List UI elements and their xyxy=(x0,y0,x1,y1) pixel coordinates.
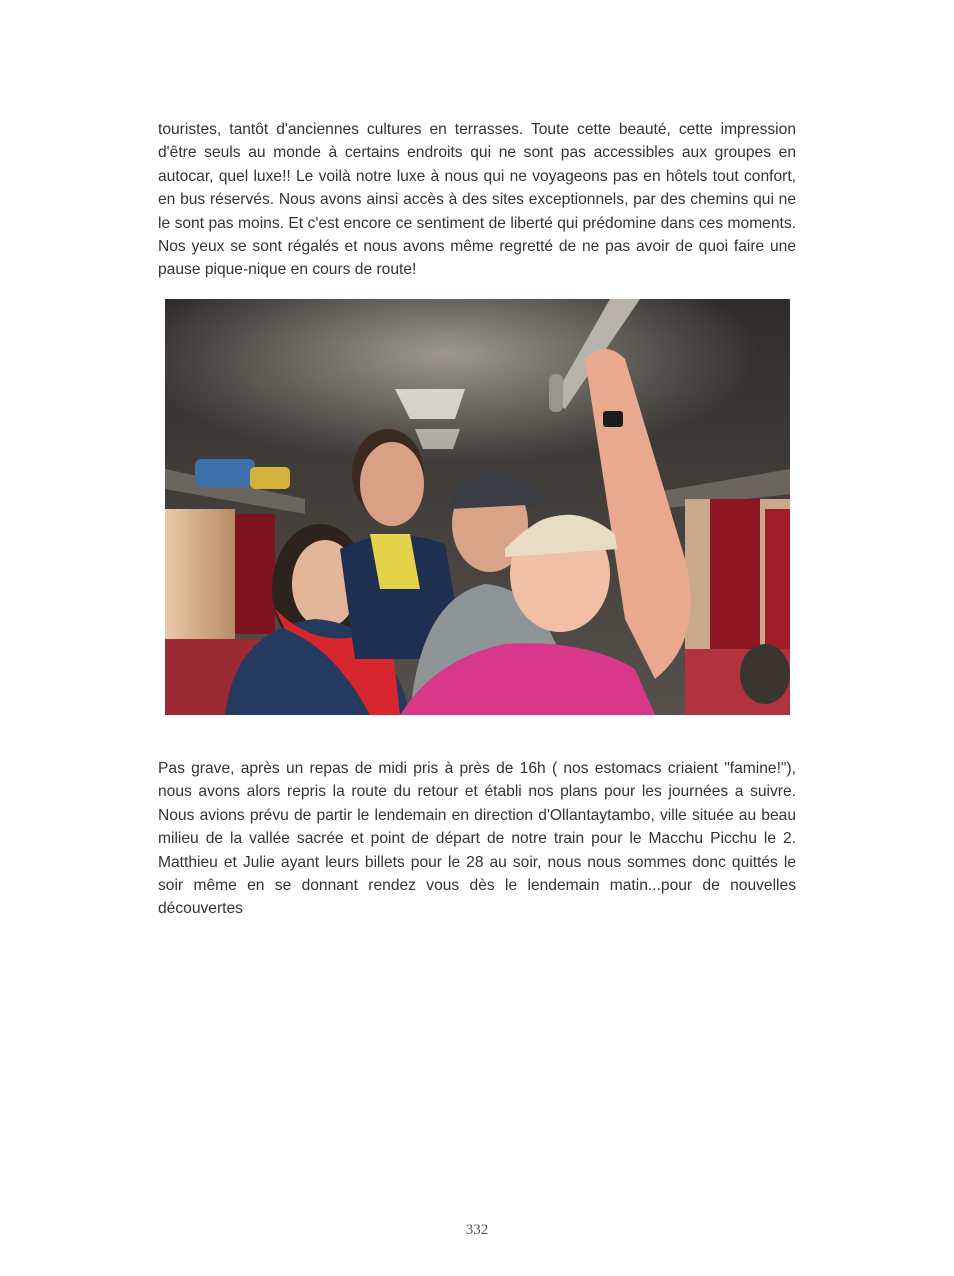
paragraph-continuation: Pas grave, après un repas de midi pris à près de 16h ( nos estomacs criaient "famine!"), nous avons alors repris la route du retour et établi nos plans pour les journées a suivre. Nous avions prévu de partir le lendemain en direction d'Ollantaytambo, ville située au beau milieu de la vallée sacrée et point de départ de notre train pour le Macchu Picchu le 2. Matthieu et Julie ayant leurs billets pour le 28 au soir, nous nous sommes donc quittés le soir même en se donnant rendez vous dès le lendemain matin...pour de nouvelles découvertes xyxy=(158,760,796,918)
page-number: 332 xyxy=(465,1222,489,1238)
photo-friends-in-bus xyxy=(165,299,790,715)
paragraph-intro: touristes, tantôt d'anciennes cultures en terrasses. Toute cette beauté, cette impression d'être seuls au monde à certains endroits qui ne sont pas accessibles aux groupes en autocar, quel luxe!! Le voilà notre luxe à nous qui ne voyageons pas en hôtels tout confort, en bus réservés. Nous avons ainsi accès à des sites exceptionnels, par des chemins qui ne le sont pas moins. Et c'est encore ce sentiment de liberté qui prédomine dans ces moments. Nos yeux se sont régalés et nous avons même regretté de ne pas avoir de quoi faire une pause pique-nique en cours de route! xyxy=(158,121,796,279)
